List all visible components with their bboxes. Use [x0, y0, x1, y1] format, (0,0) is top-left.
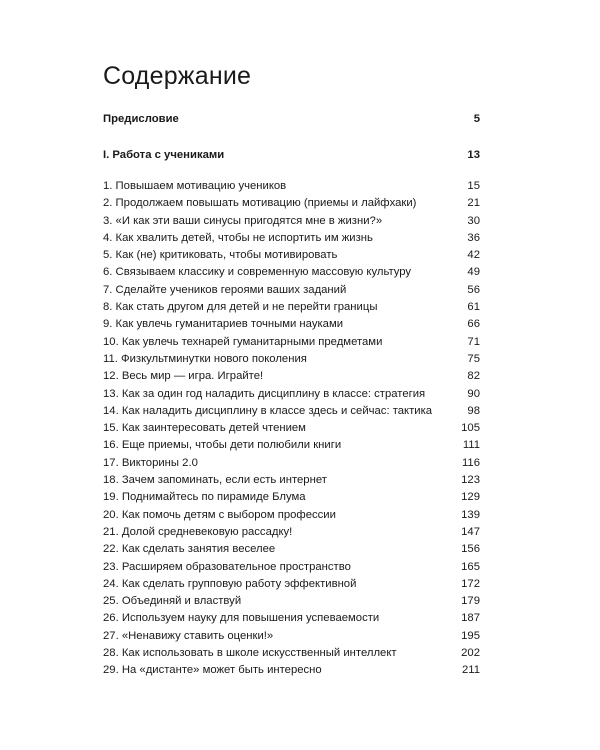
- toc-entry: [103, 472, 480, 489]
- toc-preface-page: 5: [473, 113, 480, 125]
- toc-entry-label: 10. Как увлечь технарей гуманитарными предметами: [103, 335, 383, 348]
- toc-entry-page: 105: [461, 422, 480, 435]
- toc-entry-page: 139: [461, 508, 480, 521]
- toc-entry: [103, 195, 480, 212]
- toc-entry: [103, 334, 480, 351]
- toc-entry-page: 187: [461, 612, 480, 625]
- toc-entry: [103, 368, 480, 385]
- toc-entry-label: 21. Долой средневековую рассадку!: [103, 525, 293, 538]
- toc-entry-page: 15: [467, 180, 480, 192]
- toc-entry-label: 29. На «дистанте» может быть интересно: [103, 664, 322, 677]
- toc-entry-label: 8. Как стать другом для детей и не перейти границы: [103, 301, 378, 314]
- toc-entry-page: 98: [467, 404, 480, 417]
- toc-entry-label: 9. Как увлечь гуманитариев точными науками: [103, 318, 344, 331]
- toc-entry-label: 26. Используем науку для повышения успеваемости: [103, 612, 380, 625]
- toc-entry-label: 7. Сделайте учеников героями ваших заданий: [103, 283, 347, 296]
- toc-entry-label: 23. Расширяем образовательное пространство: [103, 560, 351, 573]
- toc-part-heading: [103, 146, 480, 164]
- toc-entry-label: 3. «И как эти ваши синусы пригодятся мне в жизни?»: [103, 214, 383, 227]
- toc-entry: [103, 403, 480, 420]
- toc-entry-page: 66: [467, 318, 480, 331]
- toc-entry: [103, 230, 480, 247]
- toc-entry: [103, 576, 480, 593]
- toc-entry-label: 15. Как заинтересовать детей чтением: [103, 422, 306, 435]
- toc-entry-label: 2. Продолжаем повышать мотивацию (приемы и лайфхаки): [103, 197, 417, 210]
- toc-entry-label: 14. Как наладить дисциплину в классе здесь и сейчас: тактика: [103, 404, 433, 417]
- toc-entry-page: 21: [467, 197, 480, 210]
- toc-entry-page: 30: [467, 214, 480, 227]
- toc-entry: [103, 437, 480, 454]
- toc-entry-page: 211: [461, 664, 480, 677]
- toc-entry-page: 42: [467, 249, 480, 262]
- toc-entry-page: 90: [467, 387, 480, 400]
- toc-entry: [103, 316, 480, 333]
- toc-entry-label: 27. «Ненавижу ставить оценки!»: [103, 629, 274, 642]
- toc-entry-label: 12. Весь мир — игра. Играйте!: [103, 370, 264, 383]
- toc-entry: [103, 524, 480, 541]
- toc-entry-page: 129: [461, 491, 480, 504]
- toc-entry-label: 19. Поднимайтесь по пирамиде Блума: [103, 491, 306, 504]
- toc-entry-label: 16. Еще приемы, чтобы дети полюбили книги: [103, 439, 342, 452]
- toc-entry: [103, 541, 480, 558]
- toc-entry: [103, 489, 480, 506]
- toc-entry: [103, 264, 480, 281]
- toc-entry-page: 82: [467, 370, 480, 383]
- toc-entry-label: 20. Как помочь детям с выбором профессии: [103, 508, 336, 521]
- toc-entry: [103, 593, 480, 610]
- toc-preface: [103, 110, 480, 128]
- toc-entry-page: 61: [467, 301, 480, 314]
- toc-entry: [103, 282, 480, 299]
- toc-entry-label: 13. Как за один год наладить дисциплину в классе: стратегия: [103, 387, 426, 400]
- toc-entry-label: 17. Викторины 2.0: [103, 456, 198, 469]
- toc-entry-page: 49: [467, 266, 480, 279]
- toc-part-page: 13: [467, 149, 480, 161]
- toc-entry: [103, 299, 480, 316]
- toc-entry-page: 56: [467, 283, 480, 296]
- toc-entry: [103, 247, 480, 264]
- toc-entry: [103, 420, 480, 437]
- toc-entry-page: 71: [467, 335, 480, 348]
- toc-entry-page: 165: [461, 560, 480, 573]
- toc-entry-label: 4. Как хвалить детей, чтобы не испортить им жизнь: [103, 231, 373, 244]
- toc-entry: [103, 178, 480, 195]
- toc-entry-page: 123: [461, 474, 480, 487]
- toc-entry-page: 75: [467, 352, 480, 365]
- toc-entry-label: 11. Физкультминутки нового поколения: [103, 352, 307, 365]
- toc-entry: [103, 559, 480, 576]
- page-title: Содержание: [103, 62, 252, 90]
- toc-entry-label: 22. Как сделать занятия веселее: [103, 543, 276, 556]
- toc-entry: [103, 645, 480, 662]
- toc-entry: [103, 507, 480, 524]
- toc-entries-list: [103, 178, 480, 680]
- toc-entry-label: 24. Как сделать групповую работу эффективной: [103, 577, 357, 590]
- toc-entry: [103, 351, 480, 368]
- toc-entry-label: 18. Зачем запоминать, если есть интернет: [103, 474, 327, 487]
- toc-entry-label: 25. Объединяй и властвуй: [103, 595, 242, 608]
- toc-entry-page: 36: [467, 231, 480, 244]
- toc-entry-page: 179: [461, 595, 480, 608]
- toc-entry-page: 111: [462, 439, 480, 452]
- toc-entry: [103, 455, 480, 472]
- toc-preface-label: Предисловие: [103, 113, 179, 125]
- toc-entry-label: 6. Связываем классику и современную массовую культуру: [103, 266, 412, 279]
- toc-entry: [103, 386, 480, 403]
- toc-entry: [103, 662, 480, 679]
- toc-entry: [103, 213, 480, 230]
- toc-entry-page: 172: [461, 577, 480, 590]
- toc-entry-label: 5. Как (не) критиковать, чтобы мотивировать: [103, 249, 338, 262]
- toc-entry-page: 156: [461, 543, 480, 556]
- toc-entry-page: 116: [461, 456, 480, 469]
- toc-entry-label: 28. Как использовать в школе искусственный интеллект: [103, 647, 397, 660]
- toc-entry: [103, 610, 480, 627]
- toc-entry-page: 147: [461, 525, 480, 538]
- toc-entry: [103, 628, 480, 645]
- toc-entry-page: 202: [461, 647, 480, 660]
- toc-entry-label: 1. Повышаем мотивацию учеников: [103, 180, 287, 192]
- toc-entry-page: 195: [461, 629, 480, 642]
- toc-part-label: I. Работа с учениками: [103, 149, 225, 161]
